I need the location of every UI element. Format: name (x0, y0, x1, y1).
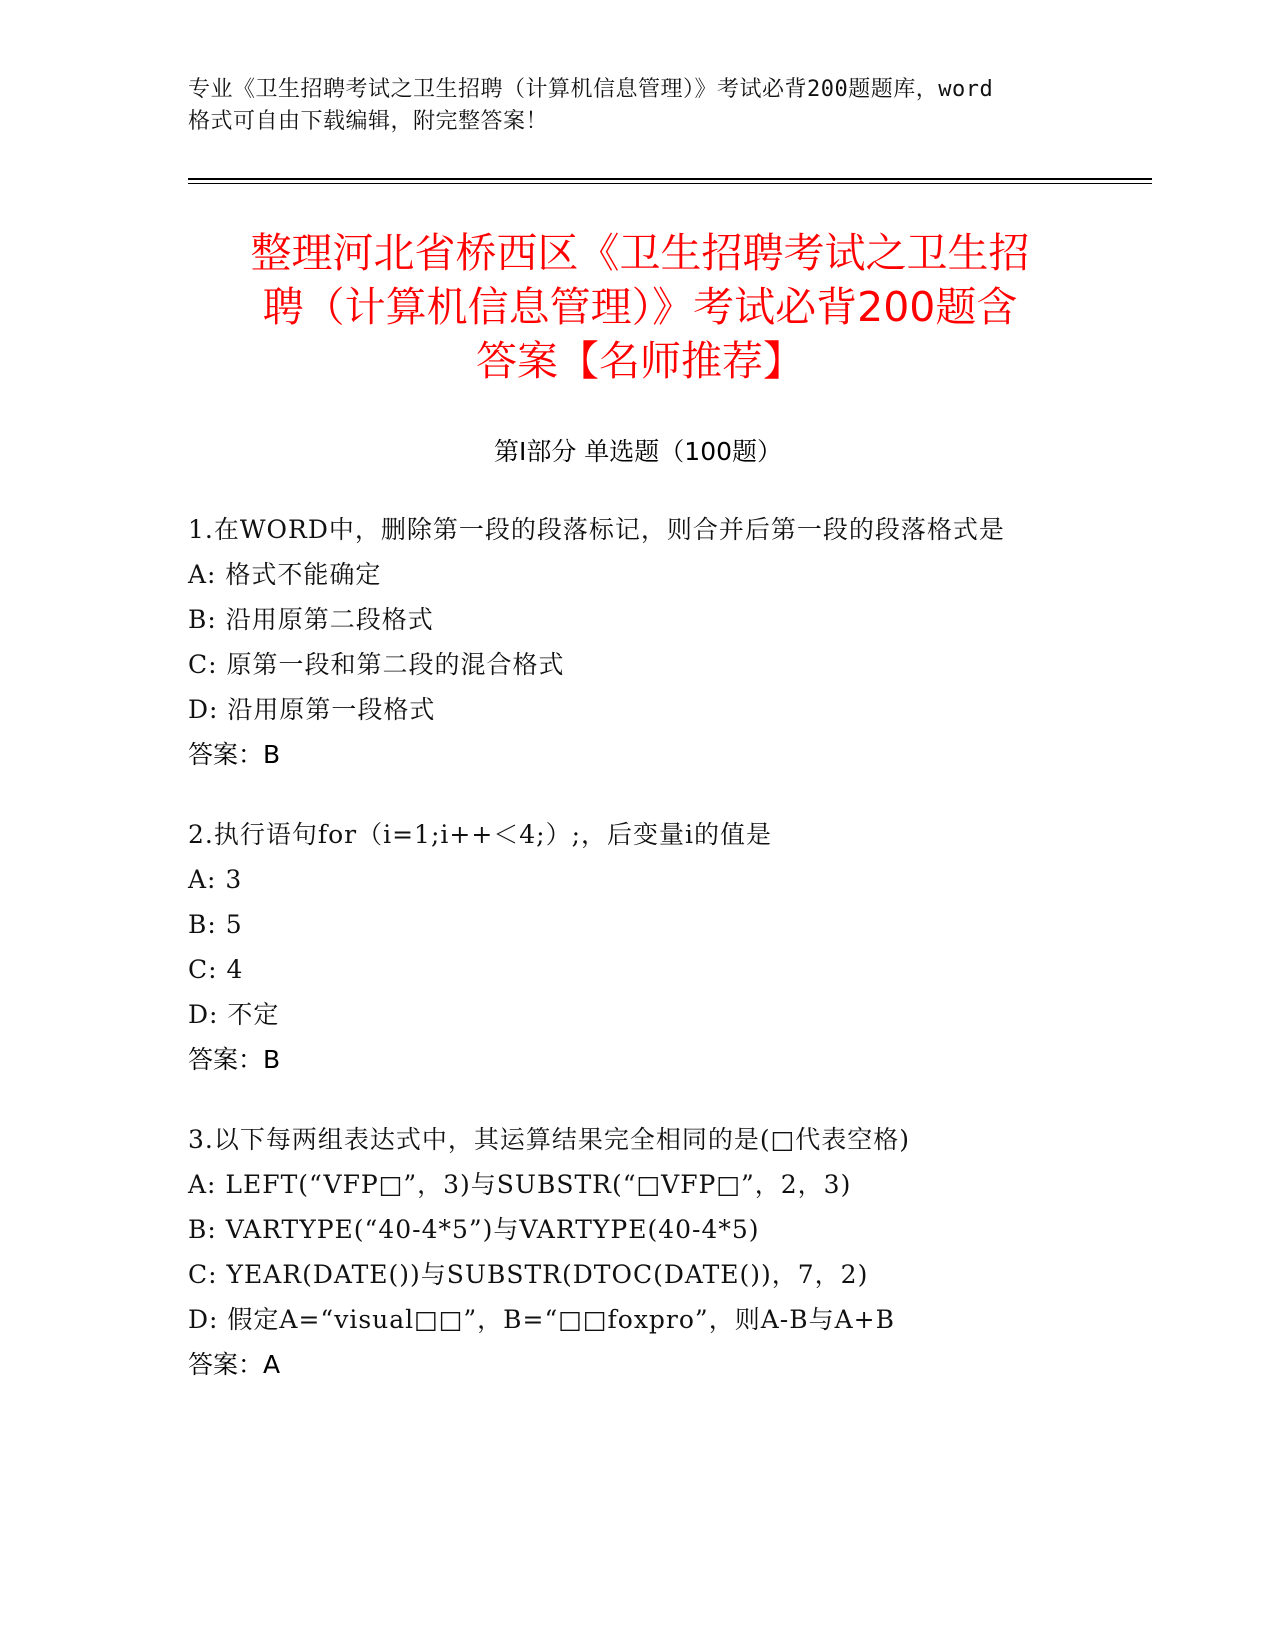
header-divider-thick (188, 178, 1152, 180)
header-note-line-1: 专业《卫生招聘考试之卫生招聘（计算机信息管理）》考试必背200题题库，word (188, 77, 994, 102)
header-note (188, 74, 1088, 138)
question-stem: 1.在WORD中，删除第一段的段落标记，则合并后第一段的段落格式是 (188, 515, 1005, 544)
option-b: B: 5 (188, 910, 243, 939)
question-2 (188, 812, 1118, 1082)
option-d: D: 沿用原第一段格式 (188, 695, 436, 724)
document-title (180, 226, 1100, 388)
option-c: C: 原第一段和第二段的混合格式 (188, 650, 565, 679)
document-title-line-3: 答案【名师推荐】 (476, 337, 804, 385)
document-title-line-2: 聘（计算机信息管理）》考试必背200题含 (262, 283, 1018, 331)
option-a: A: 3 (188, 865, 243, 894)
answer-line: 答案：A (188, 1350, 281, 1379)
question-1 (188, 507, 1118, 777)
option-b: B: VARTYPE(“40-4*5”)与VARTYPE(40-4*5) (188, 1215, 760, 1244)
option-d: D: 假定A=“visual□□”，B=“□□foxpro”，则A-B与A+B (188, 1305, 895, 1334)
option-a: A: 格式不能确定 (188, 560, 382, 589)
question-stem: 2.执行语句for（i=1;i++＜4;）;，后变量i的值是 (188, 820, 773, 849)
option-a: A: LEFT(“VFP□”，3)与SUBSTR(“□VFP□”，2，3) (188, 1170, 852, 1199)
document-title-line-1: 整理河北省桥西区《卫生招聘考试之卫生招 (250, 229, 1030, 277)
header-note-line-2: 格式可自由下载编辑，附完整答案！ (188, 109, 549, 134)
option-c: C: YEAR(DATE())与SUBSTR(DTOC(DATE())，7，2) (188, 1260, 869, 1289)
question-3 (188, 1117, 1118, 1387)
section-heading: 第Ⅰ部分 单选题（100题） (493, 437, 783, 466)
header-divider-thin (188, 183, 1152, 184)
option-c: C: 4 (188, 955, 244, 984)
option-d: D: 不定 (188, 1000, 280, 1029)
option-b: B: 沿用原第二段格式 (188, 605, 434, 634)
answer-line: 答案：B (188, 740, 281, 769)
question-stem: 3.以下每两组表达式中，其运算结果完全相同的是(□代表空格) (188, 1125, 910, 1154)
answer-line: 答案：B (188, 1045, 281, 1074)
